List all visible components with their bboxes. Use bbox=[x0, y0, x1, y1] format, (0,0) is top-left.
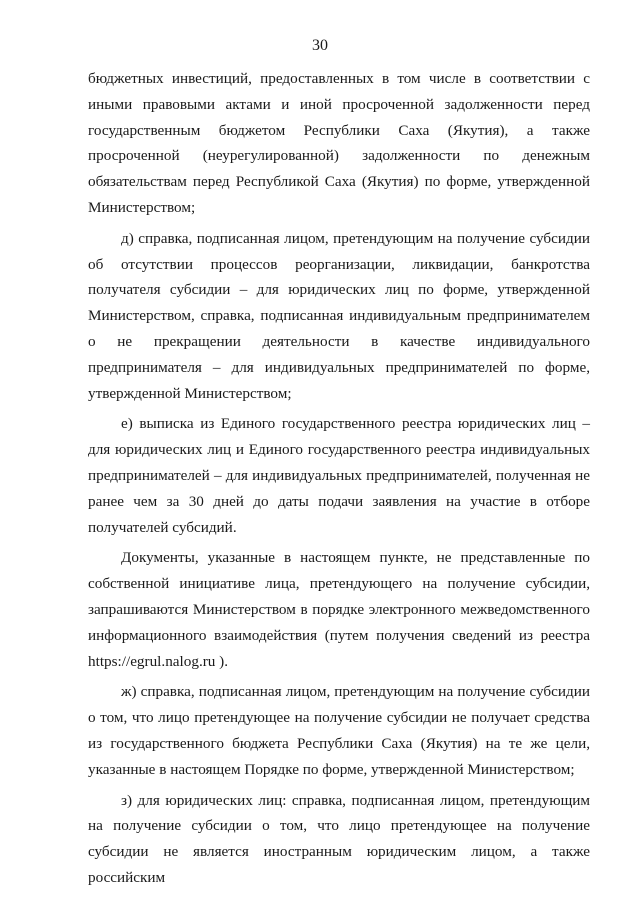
paragraph-item-e: е) выписка из Единого государственного реестра юридических лиц – для юридических лиц и Единого государственного реестра индивидуальных предпринимателей – для индивидуальных предпринимателей, полученная не ранее чем за 30 дней до даты подачи заявления на участие в отборе получателей субсидий. bbox=[88, 415, 590, 536]
page-number: 30 bbox=[312, 37, 328, 54]
paragraph-budget-investments: бюджетных инвестиций, предоставленных в том числе в соответствии с иными правовыми актами и иной просроченной задолженности перед государственным бюджетом Республики Саха (Якутия), а также просроченной (неурегулированной) задолженности по денежным обязательствам перед Республикой Саха (Якутия) по форме, утвержденной Министерством; bbox=[88, 70, 590, 216]
document-body bbox=[88, 66, 590, 891]
paragraph-item-zh: ж) справка, подписанная лицом, претендующим на получение субсидии о том, что лицо претендующее на получение субсидии не получает средства из государственного бюджета Республики Саха (Якутия) на те же цели, указанные в настоящем Порядке по форме, утвержденной Министерством; bbox=[88, 683, 590, 778]
paragraph-item-d: д) справка, подписанная лицом, претендующим на получение субсидии об отсутствии процессов реорганизации, ликвидации, банкротства получателя субсидии – для юридических лиц по форме, утвержденной Министерством, справка, подписанная индивидуальным предпринимателем о не прекращении деятельности в качестве индивидуального предпринимателя – для индивидуальных предпринимателей по форме, утвержденной Министерством; bbox=[88, 229, 590, 402]
paragraph-item-z: з) для юридических лиц: справка, подписанная лицом, претендующим на получение субсидии о том, что лицо претендующее на получение субсидии не является иностранным юридическим лицом, а также российским bbox=[88, 791, 590, 886]
paragraph-documents-request: Документы, указанные в настоящем пункте, не представленные по собственной инициативе лица, претендующего на получение субсидии, запрашиваются Министерством в порядке электронного межведомственного информационного взаимодействия (путем получения сведений из реестра https://egrul.nalog.ru ). bbox=[88, 549, 590, 670]
